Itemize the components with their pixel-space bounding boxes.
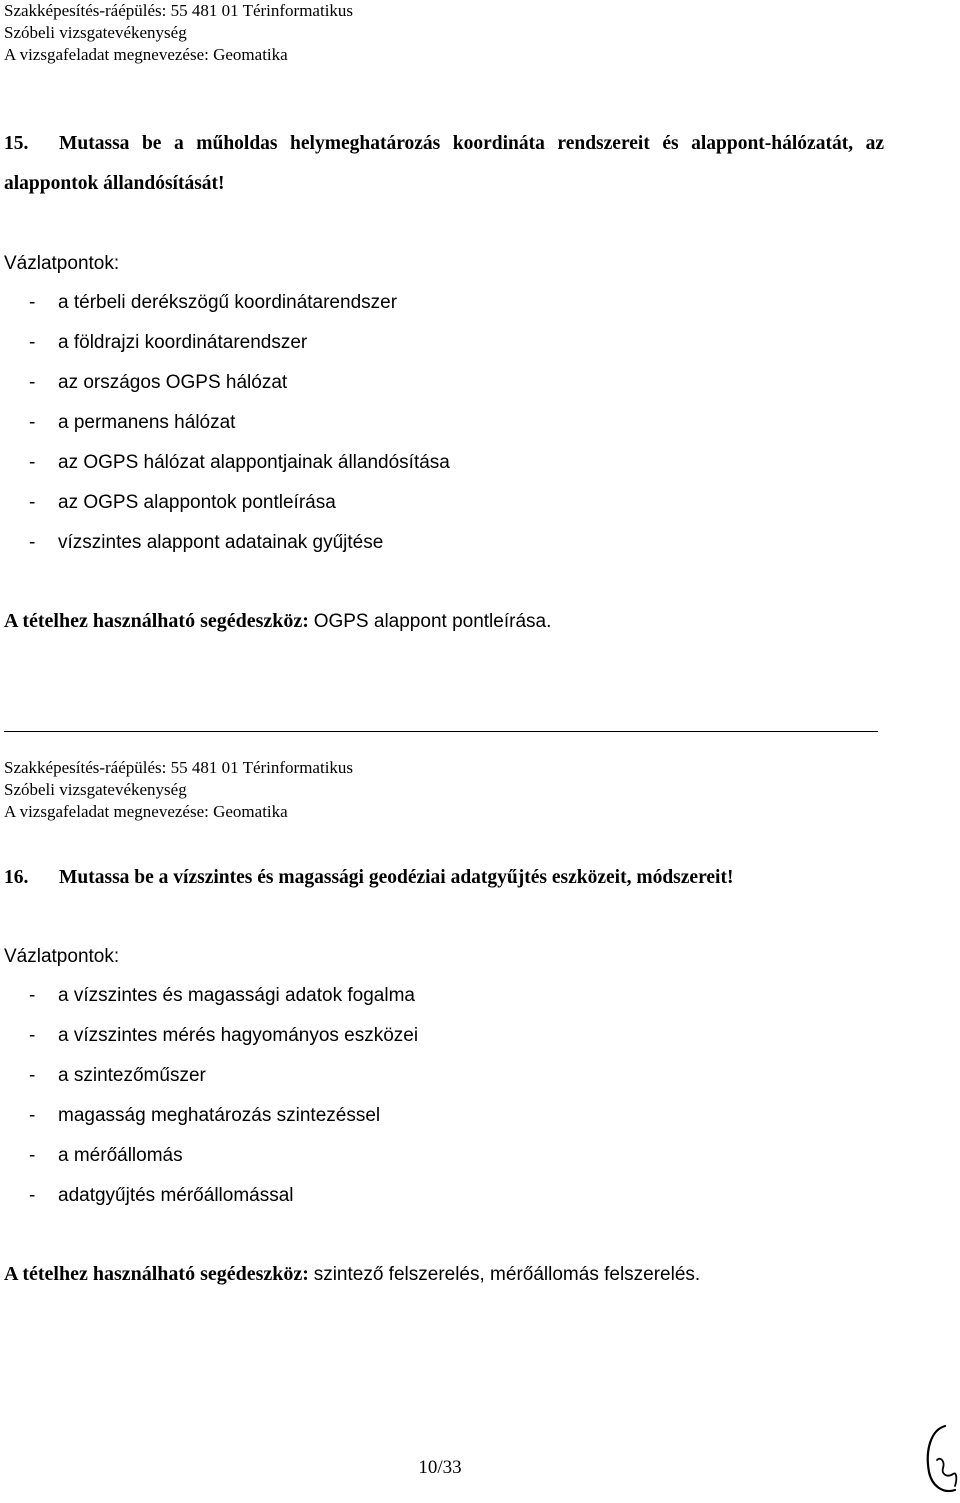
question-16-outline-label: Vázlatpontok:	[4, 946, 120, 967]
list-item: - vízszintes alappont adatainak gyűjtése	[4, 523, 450, 563]
list-item: - a permanens hálózat	[4, 403, 450, 443]
question-15-outline-label: Vázlatpontok:	[4, 253, 120, 274]
list-item: - a mérőállomás	[4, 1136, 418, 1176]
list-item: - adatgyűjtés mérőállomással	[4, 1176, 418, 1216]
header-task-name: A vizsgafeladat megnevezése: Geomatika	[4, 802, 288, 821]
header-qualification: Szakképesítés-ráépülés: 55 481 01 Térinformatikus	[4, 758, 354, 777]
list-item: - a térbeli derékszögű koordinátarendszer	[4, 283, 450, 323]
handwritten-initial-icon	[915, 1420, 960, 1500]
bullet-dash: -	[29, 332, 36, 353]
bullet-dash: -	[29, 1105, 36, 1126]
bullet-dash: -	[29, 1145, 36, 1166]
list-item: - a földrajzi koordinátarendszer	[4, 323, 450, 363]
header-task-name: A vizsgafeladat megnevezése: Geomatika	[4, 45, 288, 64]
page-number: 10/33	[418, 1457, 462, 1478]
question-16-number: 16.	[4, 867, 29, 888]
header-qualification: Szakképesítés-ráépülés: 55 481 01 Térinformatikus	[4, 1, 354, 20]
question-15-number: 15.	[4, 133, 29, 154]
question-15-text: Mutassa be a műholdas helymeghatározás koordináta rendszereit és alappont-hálózatát, az alappontok állandósítását!	[4, 133, 884, 194]
list-item: - az OGPS alappontok pontleírása	[4, 483, 450, 523]
list-item: - a szintezőműszer	[4, 1056, 418, 1096]
bullet-dash: -	[29, 292, 36, 313]
list-item: - a vízszintes és magassági adatok fogalma	[4, 976, 418, 1016]
header-exam-type: Szóbeli vizsgatevékenység	[4, 780, 187, 799]
section-divider	[4, 731, 878, 732]
bullet-dash: -	[29, 532, 36, 553]
bullet-dash: -	[29, 372, 36, 393]
question-15-outline-list	[4, 283, 450, 563]
bullet-dash: -	[29, 452, 36, 473]
question-16-outline-list	[4, 976, 418, 1216]
page-header-second	[4, 757, 353, 823]
list-item: - az OGPS hálózat alappontjainak állandósítása	[4, 443, 450, 483]
bullet-dash: -	[29, 1065, 36, 1086]
page-header-top	[4, 0, 353, 66]
tool-label: A tételhez használható segédeszköz:	[4, 610, 309, 632]
bullet-dash: -	[29, 1025, 36, 1046]
tool-label: A tételhez használható segédeszköz:	[4, 1263, 309, 1285]
tool-value: OGPS alappont pontleírása.	[313, 611, 552, 632]
question-15-title	[4, 124, 884, 204]
header-exam-type: Szóbeli vizsgatevékenység	[4, 23, 187, 42]
question-16-title	[4, 858, 884, 898]
question-15-tool-line	[4, 610, 551, 633]
bullet-dash: -	[29, 412, 36, 433]
list-item: - a vízszintes mérés hagyományos eszközei	[4, 1016, 418, 1056]
tool-value: szintező felszerelés, mérőállomás felszerelés.	[313, 1264, 701, 1285]
list-item: - az országos OGPS hálózat	[4, 363, 450, 403]
question-16-text: Mutassa be a vízszintes és magassági geodéziai adatgyűjtés eszközeit, módszereit!	[59, 867, 734, 888]
list-item: - magasság meghatározás szintezéssel	[4, 1096, 418, 1136]
bullet-dash: -	[29, 985, 36, 1006]
bullet-dash: -	[29, 492, 36, 513]
question-16-tool-line	[4, 1263, 700, 1286]
bullet-dash: -	[29, 1185, 36, 1206]
